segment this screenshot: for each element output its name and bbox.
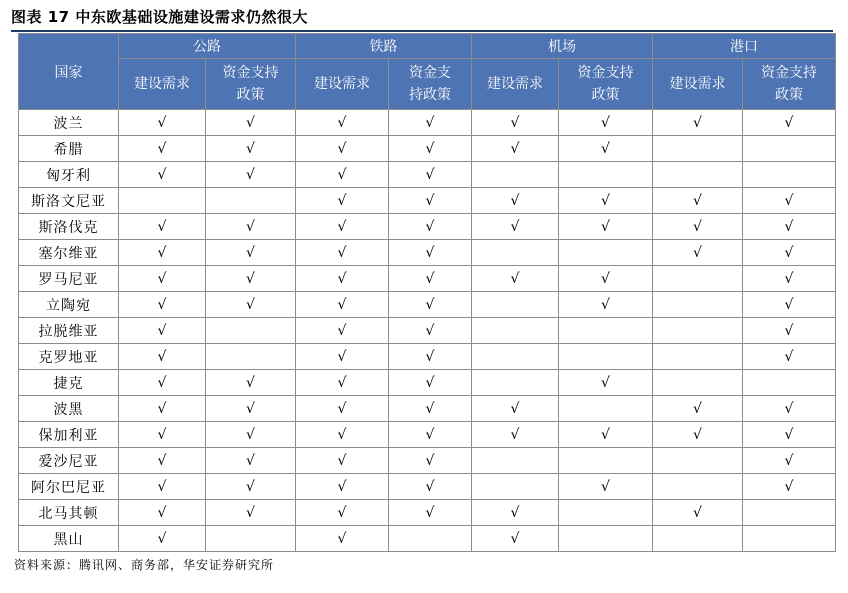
table-row	[19, 474, 836, 500]
table-row	[19, 318, 836, 344]
check-cell: √	[296, 500, 389, 526]
country-name: 北马其顿	[19, 500, 119, 526]
country-name: 捷克	[19, 370, 119, 396]
check-cell	[472, 292, 559, 318]
check-cell	[743, 136, 836, 162]
check-cell: √	[206, 396, 296, 422]
check-cell: √	[119, 240, 206, 266]
country-name: 黑山	[19, 526, 119, 552]
check-cell: √	[119, 344, 206, 370]
check-cell	[559, 162, 653, 188]
check-cell	[743, 500, 836, 526]
header-group-port: 港口	[653, 34, 836, 59]
check-cell: √	[296, 448, 389, 474]
check-cell: √	[743, 344, 836, 370]
country-name: 匈牙利	[19, 162, 119, 188]
check-cell: √	[389, 136, 472, 162]
check-cell: √	[206, 448, 296, 474]
check-cell: √	[559, 292, 653, 318]
check-cell: √	[119, 396, 206, 422]
country-name: 斯洛文尼亚	[19, 188, 119, 214]
country-name: 阿尔巴尼亚	[19, 474, 119, 500]
check-cell: √	[743, 266, 836, 292]
check-cell: √	[296, 474, 389, 500]
check-cell: √	[296, 526, 389, 552]
check-cell	[472, 162, 559, 188]
header-funding-policy: 资金支持政策	[389, 59, 472, 110]
country-name: 爱沙尼亚	[19, 448, 119, 474]
check-cell: √	[743, 214, 836, 240]
country-name: 波兰	[19, 110, 119, 136]
figure-title: 图表 17 中东欧基础设施建设需求仍然很大	[11, 8, 308, 26]
check-cell: √	[389, 344, 472, 370]
check-cell: √	[119, 500, 206, 526]
check-cell: √	[472, 188, 559, 214]
check-cell: √	[743, 396, 836, 422]
check-cell: √	[119, 318, 206, 344]
check-cell: √	[206, 240, 296, 266]
check-cell: √	[472, 500, 559, 526]
check-cell: √	[296, 266, 389, 292]
check-cell: √	[389, 474, 472, 500]
check-cell: √	[206, 292, 296, 318]
country-name: 保加利亚	[19, 422, 119, 448]
check-cell: √	[119, 448, 206, 474]
check-cell: √	[119, 266, 206, 292]
check-cell: √	[653, 500, 743, 526]
table-row	[19, 526, 836, 552]
check-cell: √	[472, 526, 559, 552]
table-row	[19, 344, 836, 370]
check-cell: √	[559, 110, 653, 136]
header-construction-demand: 建设需求	[472, 59, 559, 110]
check-cell: √	[743, 422, 836, 448]
check-cell: √	[559, 370, 653, 396]
check-cell	[472, 240, 559, 266]
header-funding-policy: 资金支持政策	[743, 59, 836, 110]
check-cell: √	[653, 422, 743, 448]
check-cell	[653, 474, 743, 500]
source-note: 资料来源：腾讯网、商务部，华安证券研究所	[14, 558, 275, 572]
check-cell	[119, 188, 206, 214]
table-row	[19, 240, 836, 266]
check-cell: √	[206, 474, 296, 500]
table-row	[19, 266, 836, 292]
header-funding-policy: 资金支持政策	[559, 59, 653, 110]
table-row	[19, 422, 836, 448]
check-cell: √	[119, 292, 206, 318]
table-row	[19, 448, 836, 474]
check-cell: √	[206, 500, 296, 526]
check-cell: √	[653, 396, 743, 422]
check-cell: √	[559, 266, 653, 292]
check-cell: √	[206, 136, 296, 162]
title-divider	[11, 30, 833, 32]
check-cell: √	[296, 422, 389, 448]
check-cell	[743, 370, 836, 396]
check-cell	[559, 526, 653, 552]
table-row	[19, 292, 836, 318]
check-cell: √	[206, 214, 296, 240]
check-cell	[653, 370, 743, 396]
table-row	[19, 136, 836, 162]
check-cell	[206, 188, 296, 214]
check-cell: √	[559, 474, 653, 500]
check-cell: √	[206, 266, 296, 292]
check-cell: √	[743, 448, 836, 474]
country-name: 波黑	[19, 396, 119, 422]
check-cell	[653, 162, 743, 188]
check-cell: √	[389, 240, 472, 266]
check-cell	[472, 344, 559, 370]
check-cell: √	[389, 110, 472, 136]
check-cell	[559, 448, 653, 474]
header-country: 国家	[19, 34, 119, 110]
check-cell	[206, 526, 296, 552]
check-cell	[206, 318, 296, 344]
check-cell: √	[296, 318, 389, 344]
check-cell: √	[559, 136, 653, 162]
country-name: 克罗地亚	[19, 344, 119, 370]
check-cell: √	[653, 240, 743, 266]
check-cell	[653, 266, 743, 292]
check-cell	[743, 162, 836, 188]
check-cell: √	[653, 214, 743, 240]
check-cell: √	[389, 214, 472, 240]
check-cell: √	[119, 370, 206, 396]
check-cell: √	[472, 266, 559, 292]
check-cell: √	[119, 474, 206, 500]
check-cell: √	[559, 188, 653, 214]
check-cell	[559, 318, 653, 344]
table-row	[19, 188, 836, 214]
check-cell: √	[743, 292, 836, 318]
check-cell: √	[389, 422, 472, 448]
check-cell: √	[119, 422, 206, 448]
check-cell: √	[743, 474, 836, 500]
check-cell	[653, 526, 743, 552]
country-name: 斯洛伐克	[19, 214, 119, 240]
check-cell: √	[472, 110, 559, 136]
check-cell: √	[296, 188, 389, 214]
check-cell: √	[389, 448, 472, 474]
country-name: 拉脱维亚	[19, 318, 119, 344]
check-cell	[472, 448, 559, 474]
table-row	[19, 500, 836, 526]
check-cell: √	[472, 214, 559, 240]
table-row	[19, 162, 836, 188]
check-cell: √	[296, 162, 389, 188]
check-cell	[559, 500, 653, 526]
check-cell: √	[296, 136, 389, 162]
country-name: 立陶宛	[19, 292, 119, 318]
check-cell: √	[389, 318, 472, 344]
check-cell: √	[296, 344, 389, 370]
check-cell	[653, 292, 743, 318]
check-cell: √	[472, 396, 559, 422]
check-cell: √	[296, 370, 389, 396]
check-cell	[653, 344, 743, 370]
check-cell: √	[389, 396, 472, 422]
check-cell	[389, 526, 472, 552]
table-row	[19, 110, 836, 136]
check-cell: √	[296, 214, 389, 240]
country-name: 塞尔维亚	[19, 240, 119, 266]
check-cell	[472, 474, 559, 500]
check-cell	[653, 136, 743, 162]
check-cell: √	[119, 110, 206, 136]
header-funding-policy: 资金支持政策	[206, 59, 296, 110]
check-cell: √	[472, 136, 559, 162]
check-cell: √	[296, 110, 389, 136]
check-cell: √	[119, 162, 206, 188]
check-cell: √	[119, 136, 206, 162]
table-row	[19, 370, 836, 396]
check-cell: √	[296, 292, 389, 318]
check-cell: √	[206, 110, 296, 136]
check-cell: √	[559, 214, 653, 240]
check-cell: √	[206, 370, 296, 396]
header-group-airport: 机场	[472, 34, 653, 59]
header-construction-demand: 建设需求	[119, 59, 206, 110]
check-cell: √	[119, 526, 206, 552]
check-cell: √	[653, 188, 743, 214]
check-cell: √	[389, 500, 472, 526]
check-cell	[559, 240, 653, 266]
check-cell: √	[389, 188, 472, 214]
check-cell: √	[206, 162, 296, 188]
table-row	[19, 214, 836, 240]
check-cell: √	[296, 396, 389, 422]
check-cell: √	[559, 422, 653, 448]
check-cell	[653, 448, 743, 474]
check-cell: √	[743, 318, 836, 344]
check-cell	[559, 396, 653, 422]
check-cell: √	[743, 188, 836, 214]
check-cell	[653, 318, 743, 344]
check-cell: √	[472, 422, 559, 448]
check-cell: √	[389, 370, 472, 396]
country-name: 罗马尼亚	[19, 266, 119, 292]
check-cell: √	[206, 422, 296, 448]
check-cell: √	[119, 214, 206, 240]
header-group-rail: 铁路	[296, 34, 472, 59]
check-cell: √	[389, 266, 472, 292]
check-cell: √	[653, 110, 743, 136]
infrastructure-table	[18, 33, 836, 552]
header-group-road: 公路	[119, 34, 296, 59]
check-cell	[472, 318, 559, 344]
check-cell: √	[389, 292, 472, 318]
check-cell	[743, 526, 836, 552]
country-name: 希腊	[19, 136, 119, 162]
check-cell: √	[296, 240, 389, 266]
check-cell: √	[743, 110, 836, 136]
check-cell: √	[389, 162, 472, 188]
check-cell	[472, 370, 559, 396]
header-construction-demand: 建设需求	[653, 59, 743, 110]
check-cell: √	[743, 240, 836, 266]
check-cell	[559, 344, 653, 370]
header-construction-demand: 建设需求	[296, 59, 389, 110]
table-row	[19, 396, 836, 422]
check-cell	[206, 344, 296, 370]
